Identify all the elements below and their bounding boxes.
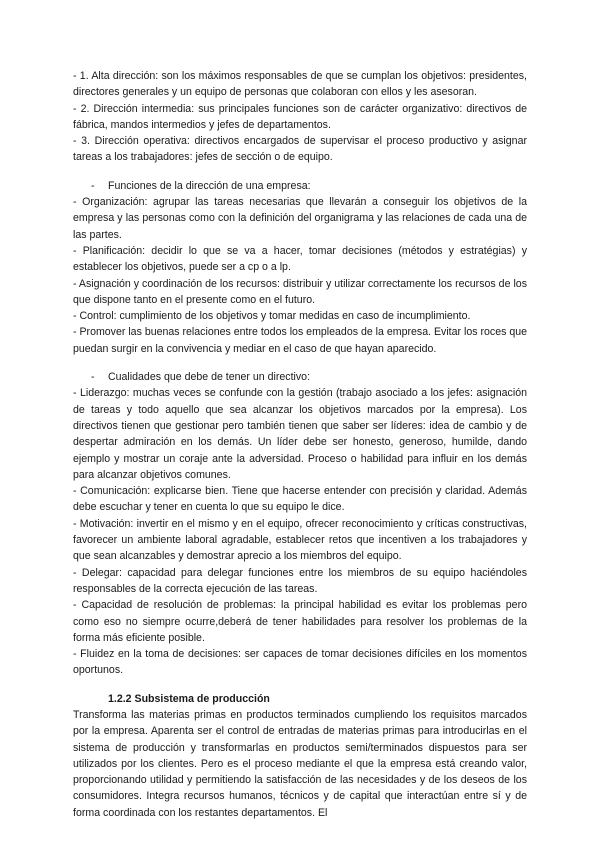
list-item: - Liderazgo: muchas veces se confunde con la gestión (trabajo asociado a los jefes: asignación de tareas y todo aquello que sea alcanzar los objetivos marcados por la empresa). Los directivos tienen que gestionar pero también tienen que saber ser líderes: idea de cambio y de despertar admiración en los demás. Un líder debe ser honesto, generoso, humilde, dando ejemplo y mostrar un coraje ante la adversidad. Proceso o habilidad para influir en los demás para alcanzar objetivos comunes. — [73, 387, 527, 481]
list-item: - Comunicación: explicarse bien. Tiene que hacerse entender con precisión y claridad. Además debe escuchar y tener en cuenta lo que su equipo le dice. — [73, 485, 527, 514]
list-item: - Planificación: decidir lo que se va a hacer, tomar decisiones (métodos y estratégias) y establecer los objetivos, puede ser a cp o a lp. — [73, 244, 527, 274]
list-item: - Motivación: invertir en el mismo y en el equipo, ofrecer reconocimiento y críticas constructivas, favorecer un ambiente laboral agradable, establecer retos que incentiven a los trabajadores y que sean alcanzables y demostrar aprecio a los miembros del equipo. — [73, 517, 527, 563]
list-item: - Organización: agrupar las tareas necesarias que llevarán a conseguir los objetivos de la empresa y las personas como con la definición del organigrama y las relaciones de cada una de las partes. — [73, 196, 527, 241]
list-item: - 1. Alta dirección: son los máximos responsables de que se cumplan los objetivos: presidentes, directores generales y un equipo de personas que colaboran con ellos y les asesoran. — [73, 70, 527, 99]
list-item: - Fluidez en la toma de decisiones: ser capaces de tomar decisiones difíciles en los momentos oportunos. — [73, 648, 527, 677]
subsection-heading: 1.2.2 Subsistema de producción — [108, 692, 270, 705]
list-item: - Promover las buenas relaciones entre todos los empleados de la empresa. Evitar los roces que puedan surgir en la convivencia y mediar en el caso de que hayan aparecido. — [73, 326, 528, 355]
management-functions-section — [73, 178, 527, 357]
management-levels-list — [73, 68, 527, 166]
body-paragraph: Transforma las materias primas en productos terminados cumpliendo los requisitos marcados por la empresa. Aparenta ser el control de entradas de materias primas para introducirlas en el sistema de producción y transformarlas en productos semi/terminados dispuestos para ser utilizados por los clientes. Pero es el proceso mediante el que la empresa está creando valor, proporcionando utilidad y permitiendo la satisfacción de las necesidades y de los deseos de los consumidores. Integra recursos humanos, técnicos y de capital que interactúan entre sí y de forma coordinada con los restantes departamentos. El — [73, 708, 527, 819]
list-item: - Asignación y coordinación de los recursos: distribuir y utilizar correctamente los recursos de los que dispone tanto en el presente como en el futuro. — [73, 277, 527, 306]
section-heading: - Cualidades que debe de tener un directivo: — [91, 371, 311, 384]
list-item: - 2. Dirección intermedia: sus principales funciones son de carácter organizativo: directivos de fábrica, mandos intermedios y jefes de departamentos. — [73, 102, 527, 131]
list-item: - Capacidad de resolución de problemas: la principal habilidad es evitar los problemas pero como eso no siempre ocurre,deberá de tener habilidades para resolver los problemas de la forma más eficiente posible. — [73, 599, 527, 644]
list-item: - 3. Dirección operativa: directivos encargados de supervisar el proceso productivo y asignar tareas a los trabajadores: jefes de sección o de equipo. — [73, 135, 527, 164]
list-item: - Control: cumplimiento de los objetivos y tomar medidas en caso de incumplimiento. — [73, 310, 471, 323]
director-qualities-section — [73, 369, 527, 679]
production-subsystem-section — [73, 691, 527, 821]
list-item: - Delegar: capacidad para delegar funciones entre los miembros de su equipo haciéndoles responsables de la correcta ejecución de las tareas. — [73, 566, 527, 595]
section-heading: - Funciones de la dirección de una empresa: — [91, 179, 311, 192]
